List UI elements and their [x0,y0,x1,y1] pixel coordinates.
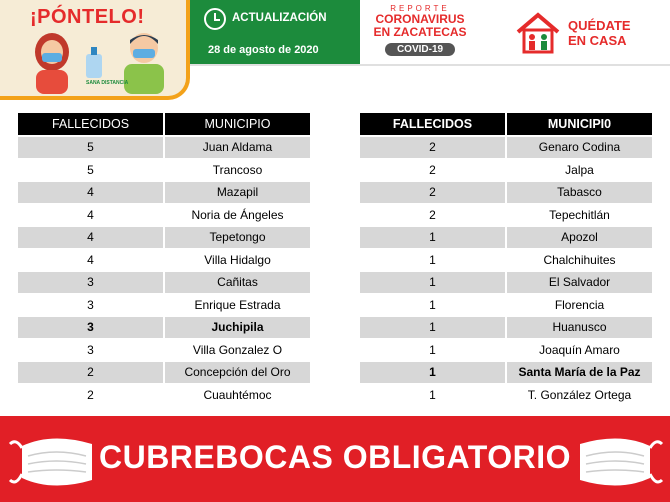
covid-badge: COVID-19 [385,43,455,56]
deaths-cell: 2 [360,205,507,226]
municipality-cell: Juchipila [165,317,310,338]
sanitizer-bottle-icon [82,44,106,80]
deaths-cell: 3 [18,272,165,293]
deaths-cell: 2 [360,160,507,181]
table-row [18,250,310,271]
table-row [18,182,310,203]
table-body [360,137,652,405]
zacatecas-label: EN ZACATECAS [373,25,467,39]
municipality-cell: Joaquín Amaro [507,340,652,361]
sana-distancia-badge: SANA DISTANCIA [86,80,129,86]
deaths-cell: 1 [360,340,507,361]
deaths-cell: 3 [18,317,165,338]
deaths-cell: 4 [18,227,165,248]
municipality-cell: Genaro Codina [507,137,652,158]
municipality-cell: Noria de Ángeles [165,205,310,226]
municipality-cell: Chalchihuites [507,250,652,271]
table-row [18,272,310,293]
municipality-cell: Jalpa [507,160,652,181]
update-date: 28 de agosto de 2020 [208,44,319,56]
table-row [18,385,310,406]
girl-with-mask-icon [28,32,76,94]
municipality-cell: Concepción del Oro [165,362,310,383]
deaths-cell: 3 [18,295,165,316]
column-header-municipality: MUNICIPI0 [507,113,652,135]
deaths-cell: 1 [360,272,507,293]
municipality-cell: Villa Gonzalez O [165,340,310,361]
table-row [360,205,652,226]
deaths-cell: 4 [18,182,165,203]
municipality-cell: T. González Ortega [507,385,652,406]
coronavirus-label: CORONAVIRUS [375,12,465,26]
table-row [18,362,310,383]
table-row [360,137,652,158]
clock-icon [204,8,226,30]
table-row [360,385,652,406]
municipality-cell: Enrique Estrada [165,295,310,316]
deaths-cell: 1 [360,385,507,406]
deaths-cell: 1 [360,317,507,338]
table-row [360,227,652,248]
municipality-cell: El Salvador [507,272,652,293]
update-label: ACTUALIZACIÓN [232,12,327,24]
table-row [360,160,652,181]
municipality-cell: Huanusco [507,317,652,338]
table-row [18,317,310,338]
municipality-cell: Cuauhtémoc [165,385,310,406]
deaths-cell: 1 [360,227,507,248]
table-row [360,250,652,271]
deaths-cell: 3 [18,340,165,361]
report-label: REPORTE [390,4,450,13]
deaths-cell: 1 [360,362,507,383]
municipality-cell: Tepechitlán [507,205,652,226]
mandatory-mask-text: CUBREBOCAS OBLIGATORIO [98,439,572,475]
municipality-cell: Apozol [507,227,652,248]
column-header-deaths: FALLECIDOS [360,113,507,135]
deaths-cell: 2 [18,385,165,406]
deaths-cell: 4 [18,250,165,271]
column-header-municipality: MUNICIPIO [165,113,310,135]
deaths-cell: 2 [360,137,507,158]
table-row [18,137,310,158]
table-row [18,295,310,316]
municipality-cell: Juan Aldama [165,137,310,158]
column-header-deaths: FALLECIDOS [18,113,165,135]
municipality-cell: Villa Hidalgo [165,250,310,271]
header-banner [0,0,670,100]
municipality-cell: Santa María de la Paz [507,362,652,383]
municipality-cell: Cañitas [165,272,310,293]
municipality-cell: Florencia [507,295,652,316]
table-row [360,182,652,203]
table-row [18,340,310,361]
family-house-icon [514,12,562,54]
deaths-table-left [18,111,310,407]
stay-home-line-2: EN CASA [568,33,627,48]
municipality-cell: Tepetongo [165,227,310,248]
municipality-cell: Trancoso [165,160,310,181]
table-row [18,160,310,181]
table-row [360,340,652,361]
table-row [18,205,310,226]
table-row [360,317,652,338]
table-row [360,362,652,383]
deaths-cell: 4 [18,205,165,226]
table-row [18,227,310,248]
deaths-cell: 5 [18,137,165,158]
deaths-cell: 1 [360,250,507,271]
table-header-row [360,113,652,135]
municipality-cell: Tabasco [507,182,652,203]
stay-home-line-1: QUÉDATE [568,18,631,33]
deaths-cell: 2 [360,182,507,203]
deaths-cell: 5 [18,160,165,181]
table-body [18,137,310,405]
stay-home-text [568,18,631,48]
table-row [360,272,652,293]
table-row [360,295,652,316]
deaths-cell: 2 [18,362,165,383]
deaths-cell: 1 [360,295,507,316]
deaths-table-right [360,111,652,407]
municipality-cell: Mazapil [165,182,310,203]
report-logo [350,4,490,57]
ponte-title: ¡PÓNTELO! [30,6,145,28]
header-divider [190,64,670,66]
table-header-row [18,113,310,135]
